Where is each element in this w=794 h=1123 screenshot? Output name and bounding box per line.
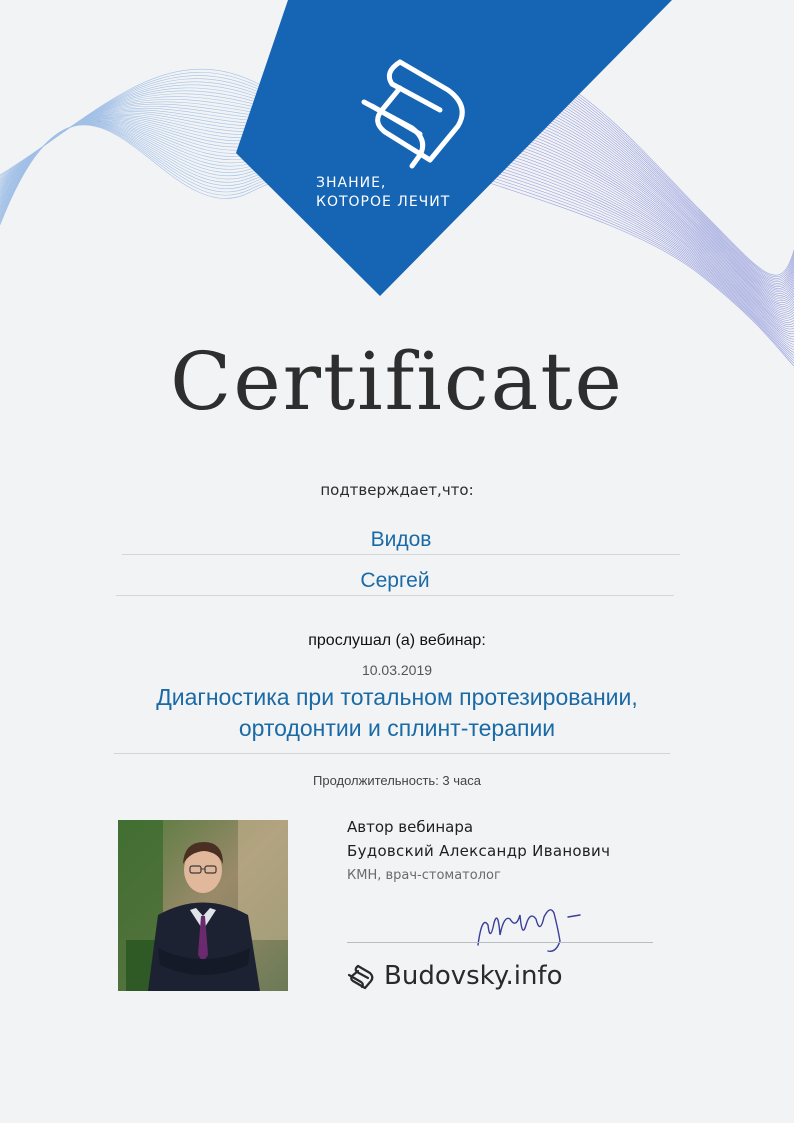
tagline-line-2: КОТОРОЕ ЛЕЧИТ xyxy=(316,194,451,210)
brand-tagline xyxy=(316,174,450,212)
confirms-label: подтверждает,что: xyxy=(320,481,474,499)
book-logo-icon xyxy=(346,963,376,991)
site-name: Budovsky.info xyxy=(384,961,563,991)
given-name-underline xyxy=(116,595,674,596)
surname-underline xyxy=(122,554,680,555)
author-signature xyxy=(460,895,600,965)
webinar-title xyxy=(0,682,794,744)
recipient-given-name: Сергей xyxy=(360,569,430,592)
author-block xyxy=(347,818,610,883)
webinar-title-line-2: ортодонтии и сплинт-терапии xyxy=(238,715,556,741)
tagline-line-1: ЗНАНИЕ, xyxy=(316,175,387,191)
webinar-underline xyxy=(114,753,670,754)
author-portrait xyxy=(118,820,288,991)
webinar-date: 10.03.2019 xyxy=(361,662,433,678)
author-role: КМН, врач-стоматолог xyxy=(347,868,501,883)
certificate-title: Certificate xyxy=(170,335,624,428)
recipient-surname: Видов xyxy=(370,528,432,551)
author-heading: Автор вебинара xyxy=(347,818,474,836)
webinar-duration: Продолжительность: 3 часа xyxy=(313,773,481,788)
listened-label: прослушал (а) вебинар: xyxy=(308,632,486,649)
signature-line xyxy=(347,942,653,943)
webinar-title-line-1: Диагностика при тотальном протезировании, xyxy=(156,684,638,710)
author-name: Будовский Александр Иванович xyxy=(347,842,611,860)
